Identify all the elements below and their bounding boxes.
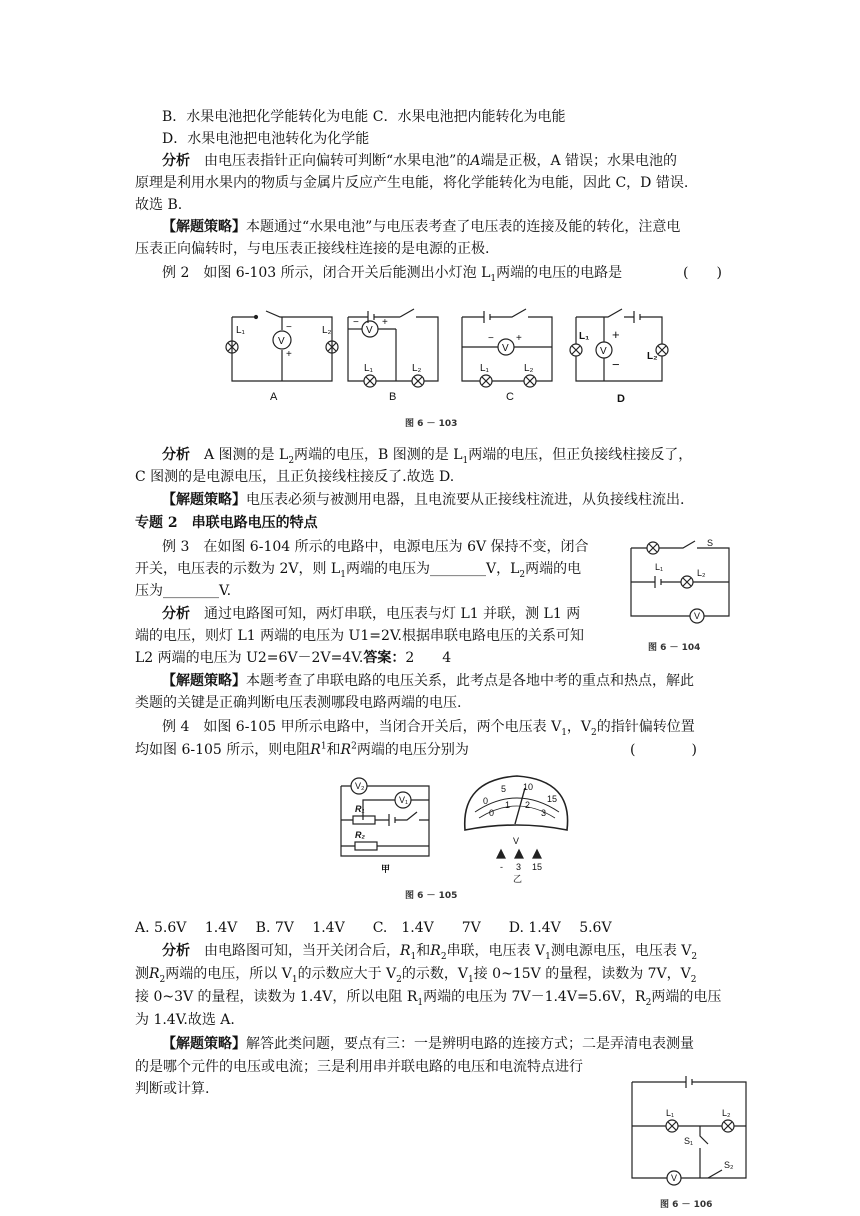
svg-text:L₂: L₂	[524, 363, 534, 374]
svg-text:L₂: L₂	[722, 1108, 731, 1118]
svg-text:V: V	[366, 325, 373, 336]
svg-text:-: -	[500, 862, 503, 872]
strategy-4-line3: 判断或计算.	[135, 1081, 210, 1097]
analysis-4-line3: 接 0~3V 的量程，读数为 1.4V，所以电阻 $R_1$两端的电压为 7V－1.4V=5.6V，$R_2$两端的电压	[135, 989, 722, 1008]
strategy-3-line1: 【解题策略】本题考查了串联电路的电压关系，此考点是各地中考的重点和热点，解此	[162, 673, 694, 689]
fig103-label-b: B	[389, 391, 397, 403]
svg-text:15: 15	[532, 862, 543, 872]
option-d: D．水果电池把电池转化为化学能	[162, 131, 370, 147]
svg-text:S₁: S₁	[684, 1136, 694, 1146]
example-3-line2: 开关，电压表的示数为 2V，则 $L_1$两端的电压为________V，$L_2$两端的电	[135, 561, 582, 580]
strategy-2: 【解题策略】电压表必须与被测用电器，且电流要从正接线柱流进，从负接线柱流出.	[162, 492, 685, 508]
svg-text:+: +	[516, 333, 522, 344]
figure-6-104	[625, 538, 745, 628]
svg-text:+: +	[382, 317, 388, 328]
svg-text:L₂: L₂	[697, 568, 706, 578]
svg-text:L₁: L₁	[666, 1108, 675, 1118]
analysis-4-line1: 分析 由电路图可知，当开关闭合后，$R_1$和$R_2$串联，电压表 $V_1$测电源电压，电压表 $V_2$	[162, 943, 698, 962]
svg-text:2: 2	[525, 800, 531, 810]
svg-text:3: 3	[541, 808, 547, 818]
svg-text:0: 0	[483, 796, 489, 806]
example-3-line3: 压为________V.	[135, 583, 232, 599]
lamp-label: L₁	[236, 325, 245, 336]
fig105-right-label: 乙	[513, 874, 523, 884]
fig105-caption: 图 6 － 105	[405, 891, 458, 901]
svg-text:10: 10	[523, 782, 534, 792]
strategy-3-line2: 类题的关键是正确判断电压表测哪段电路两端的电压.	[135, 695, 462, 711]
svg-text:3: 3	[516, 862, 522, 872]
svg-text:L₁: L₁	[655, 562, 664, 572]
fig103-caption: 图 6 － 103	[405, 419, 458, 429]
example-4-options: A. 5.6V 1.4V B. 7V 1.4V C. 1.4V 7V D. 1.4V 5.6V	[135, 920, 612, 936]
fig103-label-a: A	[270, 391, 278, 403]
analysis-4-line2: 测$R_2$两端的电压，所以 $V_1$的示数应大于 $V_2$的示数，$V_1$接 0~15V 的量程，读数为 7V，$V_2$	[135, 966, 697, 985]
strategy-4-line2: 的是哪个元件的电压或电流；三是利用串并联电路的电压和电流特点进行	[135, 1059, 583, 1075]
svg-text:L₂: L₂	[647, 351, 658, 362]
svg-text:S₂: S₂	[724, 1160, 734, 1170]
analysis-2-line2: C 图测的是电源电压，且正负接线柱接反了.故选 D.	[135, 469, 455, 485]
svg-text:+: +	[612, 327, 620, 342]
analysis-3-line1: 分析 通过电路图可知，两灯串联，电压表与灯 L1 并联，测 L1 两	[162, 606, 581, 622]
answer-paren-4: ( )	[630, 742, 697, 758]
example-2-question: 例 2 如图 6-103 所示，闭合开关后能测出小灯泡 $L_1$两端的电压的电路是	[162, 265, 623, 284]
fig103-label-c: C	[506, 391, 514, 403]
meter-unit: V	[513, 836, 520, 846]
svg-text:−: −	[488, 333, 494, 344]
svg-text:L₂: L₂	[412, 363, 422, 374]
svg-text:+: +	[286, 349, 292, 360]
svg-text:V₁: V₁	[399, 795, 409, 805]
topic-2-heading: 专题 2 串联电路电压的特点	[135, 515, 318, 531]
svg-text:V: V	[600, 346, 607, 357]
svg-text:R₁: R₁	[355, 804, 365, 814]
svg-text:V: V	[502, 343, 509, 354]
example-4-line2: 均如图 6-105 所示，则电阻$R^1$和$R^2$两端的电压分别为	[135, 741, 469, 758]
fig106-caption: 图 6 － 106	[660, 1200, 713, 1210]
svg-text:−: −	[353, 317, 359, 328]
svg-text:L₁: L₁	[364, 363, 373, 374]
svg-text:L₁: L₁	[480, 363, 489, 374]
analysis-1-line2: 原理是利用水果内的物质与金属片反应产生电能，将化学能转化为电能，因此 C，D 错误.	[135, 175, 689, 191]
analysis-4-line4: 为 1.4V.故选 A.	[135, 1012, 235, 1028]
svg-text:0: 0	[489, 808, 495, 818]
svg-text:5: 5	[501, 784, 507, 794]
strategy-1-line2: 压表正向偏转时，与电压表正接线柱连接的是电源的正极.	[135, 241, 490, 257]
analysis-2-line1: 分析 A 图测的是 $L_2$两端的电压，B 图测的是 $L_1$两端的电压，但正负接线柱接反了，	[162, 447, 693, 466]
figure-6-106	[628, 1072, 758, 1192]
svg-text:L₁: L₁	[579, 331, 590, 342]
figure-6-103	[0, 295, 860, 455]
svg-text:15: 15	[547, 794, 558, 804]
svg-text:V: V	[694, 611, 701, 621]
analysis-1-line3: 故选 B.	[135, 197, 183, 213]
option-b-c: B．水果电池把化学能转化为电能 C．水果电池把内能转化为电能	[162, 109, 566, 125]
svg-text:V₂: V₂	[355, 781, 365, 791]
svg-text:−: −	[286, 322, 292, 333]
analysis-3-line3: L2 两端的电压为 U2=6V－2V=4V.答案：2 4	[135, 650, 452, 666]
fig103-label-d: D	[617, 393, 625, 405]
analysis-3-line2: 端的电压，则灯 L1 两端的电压为 U1=2V.根据串联电路电压的关系可知	[135, 628, 585, 644]
fig104-caption: 图 6 － 104	[648, 643, 701, 653]
analysis-1-line1: 分析 由电压表指针正向偏转可判断“水果电池”的A端是正极，A 错误；水果电池的	[162, 153, 678, 169]
svg-text:L₂: L₂	[322, 325, 332, 336]
example-3-line1: 例 3 在如图 6-104 所示的电路中，电源电压为 6V 保持不变，闭合	[162, 539, 589, 555]
svg-text:R₂: R₂	[355, 830, 365, 840]
svg-text:V: V	[671, 1173, 678, 1183]
fig105-left-label: 甲	[381, 864, 391, 874]
example-4-line1: 例 4 如图 6-105 甲所示电路中，当闭合开关后，两个电压表 $V_1$，$V_2$的指针偏转位置	[162, 719, 695, 738]
svg-text:−: −	[612, 357, 620, 372]
answer-paren-2: ( )	[683, 265, 722, 281]
svg-text:V: V	[278, 336, 285, 347]
figure-6-105	[335, 772, 595, 882]
svg-text:1: 1	[505, 800, 511, 810]
strategy-1-line1: 【解题策略】本题通过“水果电池”与电压表考查了电压表的连接及能的转化，注意电	[162, 219, 681, 235]
svg-text:S: S	[707, 538, 714, 548]
strategy-4-line1: 【解题策略】解答此类问题，要点有三：一是辨明电路的连接方式；二是弄清电表测量	[162, 1036, 694, 1052]
